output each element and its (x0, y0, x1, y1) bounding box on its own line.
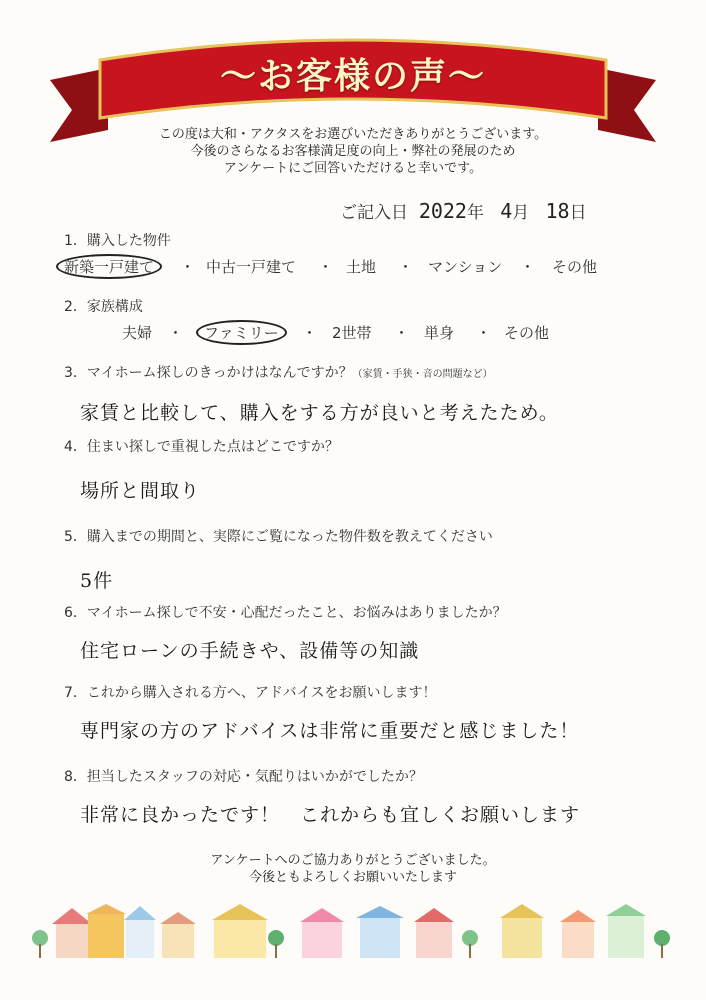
page-title: ～お客様の声～ (219, 56, 486, 97)
q1-option-new-house[interactable]: 新築一戸建て (56, 254, 162, 279)
house-icon (356, 906, 404, 958)
q6-label: 6．マイホーム探しで不安・心配だったこと、お悩みはありましたか？ (64, 605, 507, 621)
house-icon (52, 908, 92, 958)
date-month-unit: 月 (512, 203, 530, 223)
separator-dot: ・ (168, 324, 184, 342)
thanks-line: アンケートへのご協力ありがとうございました。 (210, 853, 496, 868)
separator-dot: ・ (180, 258, 196, 276)
intro-line: この度は大和・アクタスをお選びいただきありがとうございます。 (158, 127, 548, 142)
house-icon (606, 904, 646, 958)
intro-line: 今後のさらなるお客様満足度の向上・弊社の発展のため (190, 144, 516, 159)
date-year: 2022 (418, 199, 467, 223)
separator-dot: ・ (318, 258, 334, 276)
separator-dot: ・ (476, 324, 492, 342)
houses-illustration (0, 900, 706, 960)
q3-label-text: 3．マイホーム探しのきっかけはなんですか？ (64, 365, 353, 381)
q1-option-other[interactable]: その他 (552, 258, 598, 276)
q3-label (64, 362, 493, 382)
tree-icon (268, 930, 284, 958)
separator-dot: ・ (302, 324, 318, 342)
entry-date (340, 198, 587, 223)
date-label: ご記入日 (340, 203, 408, 223)
q2-option-single[interactable]: 単身 (424, 324, 455, 342)
q2-option-family[interactable]: ファミリー (196, 320, 287, 345)
q3-note: （家賃・手狭・音の問題など） (352, 369, 493, 380)
q5-answer: 5件 (80, 570, 114, 592)
q8-answer: 非常に良かったです！ これからも宜しくお願いします (80, 804, 581, 826)
q1-option-mansion[interactable]: マンション (428, 258, 503, 276)
separator-dot: ・ (394, 324, 410, 342)
q4-label: 4．住まい探しで重視した点はどこですか？ (64, 439, 339, 455)
date-day: 18 (545, 199, 570, 223)
date-month: 4 (500, 199, 513, 223)
separator-dot: ・ (520, 258, 536, 276)
thanks-text (0, 852, 706, 886)
tree-icon (654, 930, 670, 958)
q1-option-used-house[interactable]: 中古一戸建て (206, 258, 297, 276)
q3-answer: 家賃と比較して、購入をする方が良いと考えたため。 (80, 402, 559, 424)
q4-answer: 場所と間取り (80, 480, 201, 502)
house-icon (414, 908, 454, 958)
q7-label: 7．これから購入される方へ、アドバイスをお願いします！ (64, 685, 437, 701)
q6-answer: 住宅ローンの手続きや、設備等の知識 (80, 640, 420, 662)
house-icon (86, 904, 126, 958)
date-day-unit: 日 (569, 203, 587, 223)
date-year-unit: 年 (466, 203, 484, 223)
house-icon (560, 910, 596, 958)
q1-label: 1．購入した物件 (64, 233, 171, 249)
thanks-line: 今後ともよろしくお願いいたします (248, 870, 457, 885)
q2-option-couple[interactable]: 夫婦 (122, 324, 153, 342)
separator-dot: ・ (398, 258, 414, 276)
house-icon (212, 904, 268, 958)
intro-line: アンケートにご回答いただけると幸いです。 (223, 161, 483, 176)
house-icon (124, 906, 156, 958)
house-icon (160, 912, 196, 958)
tree-icon (32, 930, 48, 958)
house-icon (300, 908, 344, 958)
q8-label: 8．担当したスタッフの対応・気配りはいかがでしたか？ (64, 769, 423, 785)
tree-icon (462, 930, 478, 958)
q5-label: 5．購入までの期間と、実際にご覧になった物件数を教えてください (64, 529, 493, 545)
q1-option-land[interactable]: 土地 (346, 258, 377, 276)
house-icon (500, 904, 544, 958)
q7-answer: 専門家の方のアドバイスは非常に重要だと感じました！ (80, 720, 580, 742)
q2-label: 2．家族構成 (64, 299, 143, 315)
q2-option-two-generation[interactable]: 2世帯 (332, 324, 372, 342)
q2-option-other[interactable]: その他 (504, 324, 550, 342)
intro-text (0, 126, 706, 177)
